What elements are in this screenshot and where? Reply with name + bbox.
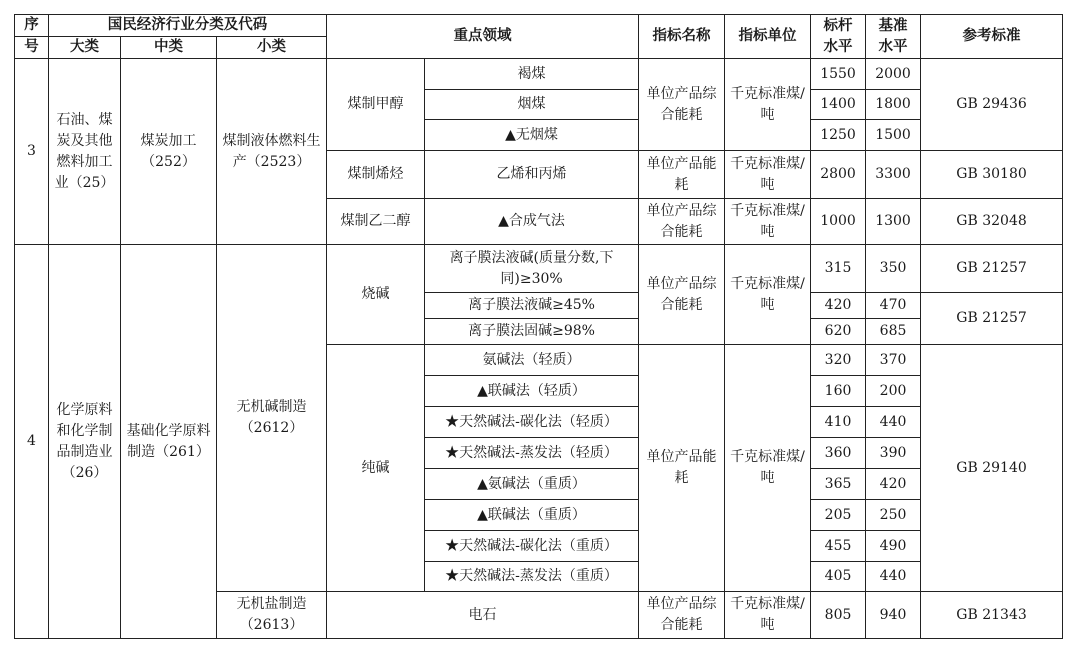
field-cell: 电石 [327,592,639,639]
indicator-cell: 单位产品能耗 [639,345,725,592]
item-cell: 离子膜法液碱(质量分数,下同)≥30% [425,245,639,293]
item-cell: ▲氨碱法（重质） [425,469,639,500]
benchmark-cell: 315 [811,245,866,293]
baseline-cell: 440 [866,407,921,438]
benchmark-cell: 410 [811,407,866,438]
baseline-cell: 370 [866,345,921,376]
header-row-1 [15,15,1063,37]
reference-cell: GB 32048 [921,199,1063,245]
unit-cell: 千克标准煤/吨 [725,592,811,639]
unit-cell: 千克标准煤/吨 [725,151,811,199]
header-reference: 参考标准 [921,15,1063,59]
baseline-cell: 390 [866,438,921,469]
baseline-cell: 2000 [866,59,921,90]
header-major: 大类 [49,37,121,59]
benchmark-cell: 360 [811,438,866,469]
table-row [15,245,1063,293]
baseline-cell: 1800 [866,90,921,120]
indicator-cell: 单位产品综合能耗 [639,245,725,345]
benchmark-cell: 365 [811,469,866,500]
medium-class-cell: 基础化学原料制造（261） [121,245,217,639]
item-cell: ▲合成气法 [425,199,639,245]
benchmark-cell: 2800 [811,151,866,199]
benchmark-cell: 420 [811,293,866,319]
field-cell: 煤制乙二醇 [327,199,425,245]
header-seq-1: 序 [15,15,49,37]
item-cell: 氨碱法（轻质） [425,345,639,376]
benchmark-cell: 320 [811,345,866,376]
benchmark-cell: 160 [811,376,866,407]
baseline-cell: 490 [866,531,921,562]
item-cell: 烟煤 [425,90,639,120]
item-cell: 褐煤 [425,59,639,90]
item-cell: ▲联碱法（重质） [425,500,639,531]
header-industry: 国民经济行业分类及代码 [49,15,327,37]
reference-cell: GB 29140 [921,345,1063,592]
baseline-cell: 350 [866,245,921,293]
field-cell: 煤制甲醇 [327,59,425,151]
reference-cell: GB 29436 [921,59,1063,151]
baseline-cell: 940 [866,592,921,639]
item-cell: 离子膜法液碱≥45% [425,293,639,319]
item-cell: ★天然碱法-蒸发法（轻质） [425,438,639,469]
unit-cell: 千克标准煤/吨 [725,245,811,345]
item-cell: 离子膜法固碱≥98% [425,319,639,345]
benchmark-cell: 405 [811,562,866,592]
baseline-cell: 200 [866,376,921,407]
reference-cell: GB 21257 [921,245,1063,293]
seq-cell: 3 [15,59,49,245]
item-cell: ▲联碱法（轻质） [425,376,639,407]
header-baseline: 基准 水平 [866,15,921,59]
benchmark-cell: 1000 [811,199,866,245]
header-indicator-name: 指标名称 [639,15,725,59]
baseline-cell: 470 [866,293,921,319]
baseline-cell: 1500 [866,120,921,151]
baseline-cell: 3300 [866,151,921,199]
item-cell: ★天然碱法-碳化法（重质） [425,531,639,562]
item-cell: ★天然碱法-碳化法（轻质） [425,407,639,438]
indicator-cell: 单位产品综合能耗 [639,199,725,245]
item-cell: ★天然碱法-蒸发法（重质） [425,562,639,592]
field-cell: 纯碱 [327,345,425,592]
unit-cell: 千克标准煤/吨 [725,59,811,151]
header-seq-2: 号 [15,37,49,59]
reference-cell: GB 21343 [921,592,1063,639]
minor-class-cell: 煤制液体燃料生产（2523） [217,59,327,245]
baseline-cell: 440 [866,562,921,592]
field-cell: 烧碱 [327,245,425,345]
header-indicator-unit: 指标单位 [725,15,811,59]
minor-class-cell: 无机盐制造（2613） [217,592,327,639]
benchmark-cell: 805 [811,592,866,639]
header-benchmark: 标杆 水平 [811,15,866,59]
benchmark-cell: 620 [811,319,866,345]
benchmark-cell: 1400 [811,90,866,120]
header-medium: 中类 [121,37,217,59]
benchmark-cell: 205 [811,500,866,531]
reference-cell: GB 21257 [921,293,1063,345]
field-cell: 煤制烯烃 [327,151,425,199]
benchmark-cell: 1550 [811,59,866,90]
unit-cell: 千克标准煤/吨 [725,199,811,245]
major-class-cell: 化学原料和化学制品制造业（26） [49,245,121,639]
baseline-cell: 250 [866,500,921,531]
energy-benchmark-table [14,14,1063,639]
baseline-cell: 420 [866,469,921,500]
minor-class-cell: 无机碱制造（2612） [217,245,327,592]
header-minor: 小类 [217,37,327,59]
item-cell: 乙烯和丙烯 [425,151,639,199]
unit-cell: 千克标准煤/吨 [725,345,811,592]
seq-cell: 4 [15,245,49,639]
item-cell: ▲无烟煤 [425,120,639,151]
indicator-cell: 单位产品综合能耗 [639,592,725,639]
baseline-cell: 1300 [866,199,921,245]
table-row [15,59,1063,90]
baseline-cell: 685 [866,319,921,345]
benchmark-cell: 455 [811,531,866,562]
indicator-cell: 单位产品能耗 [639,151,725,199]
indicator-cell: 单位产品综合能耗 [639,59,725,151]
header-field: 重点领域 [327,15,639,59]
benchmark-cell: 1250 [811,120,866,151]
major-class-cell: 石油、煤炭及其他燃料加工业（25） [49,59,121,245]
medium-class-cell: 煤炭加工（252） [121,59,217,245]
reference-cell: GB 30180 [921,151,1063,199]
energy-benchmark-table-container [14,14,1063,639]
